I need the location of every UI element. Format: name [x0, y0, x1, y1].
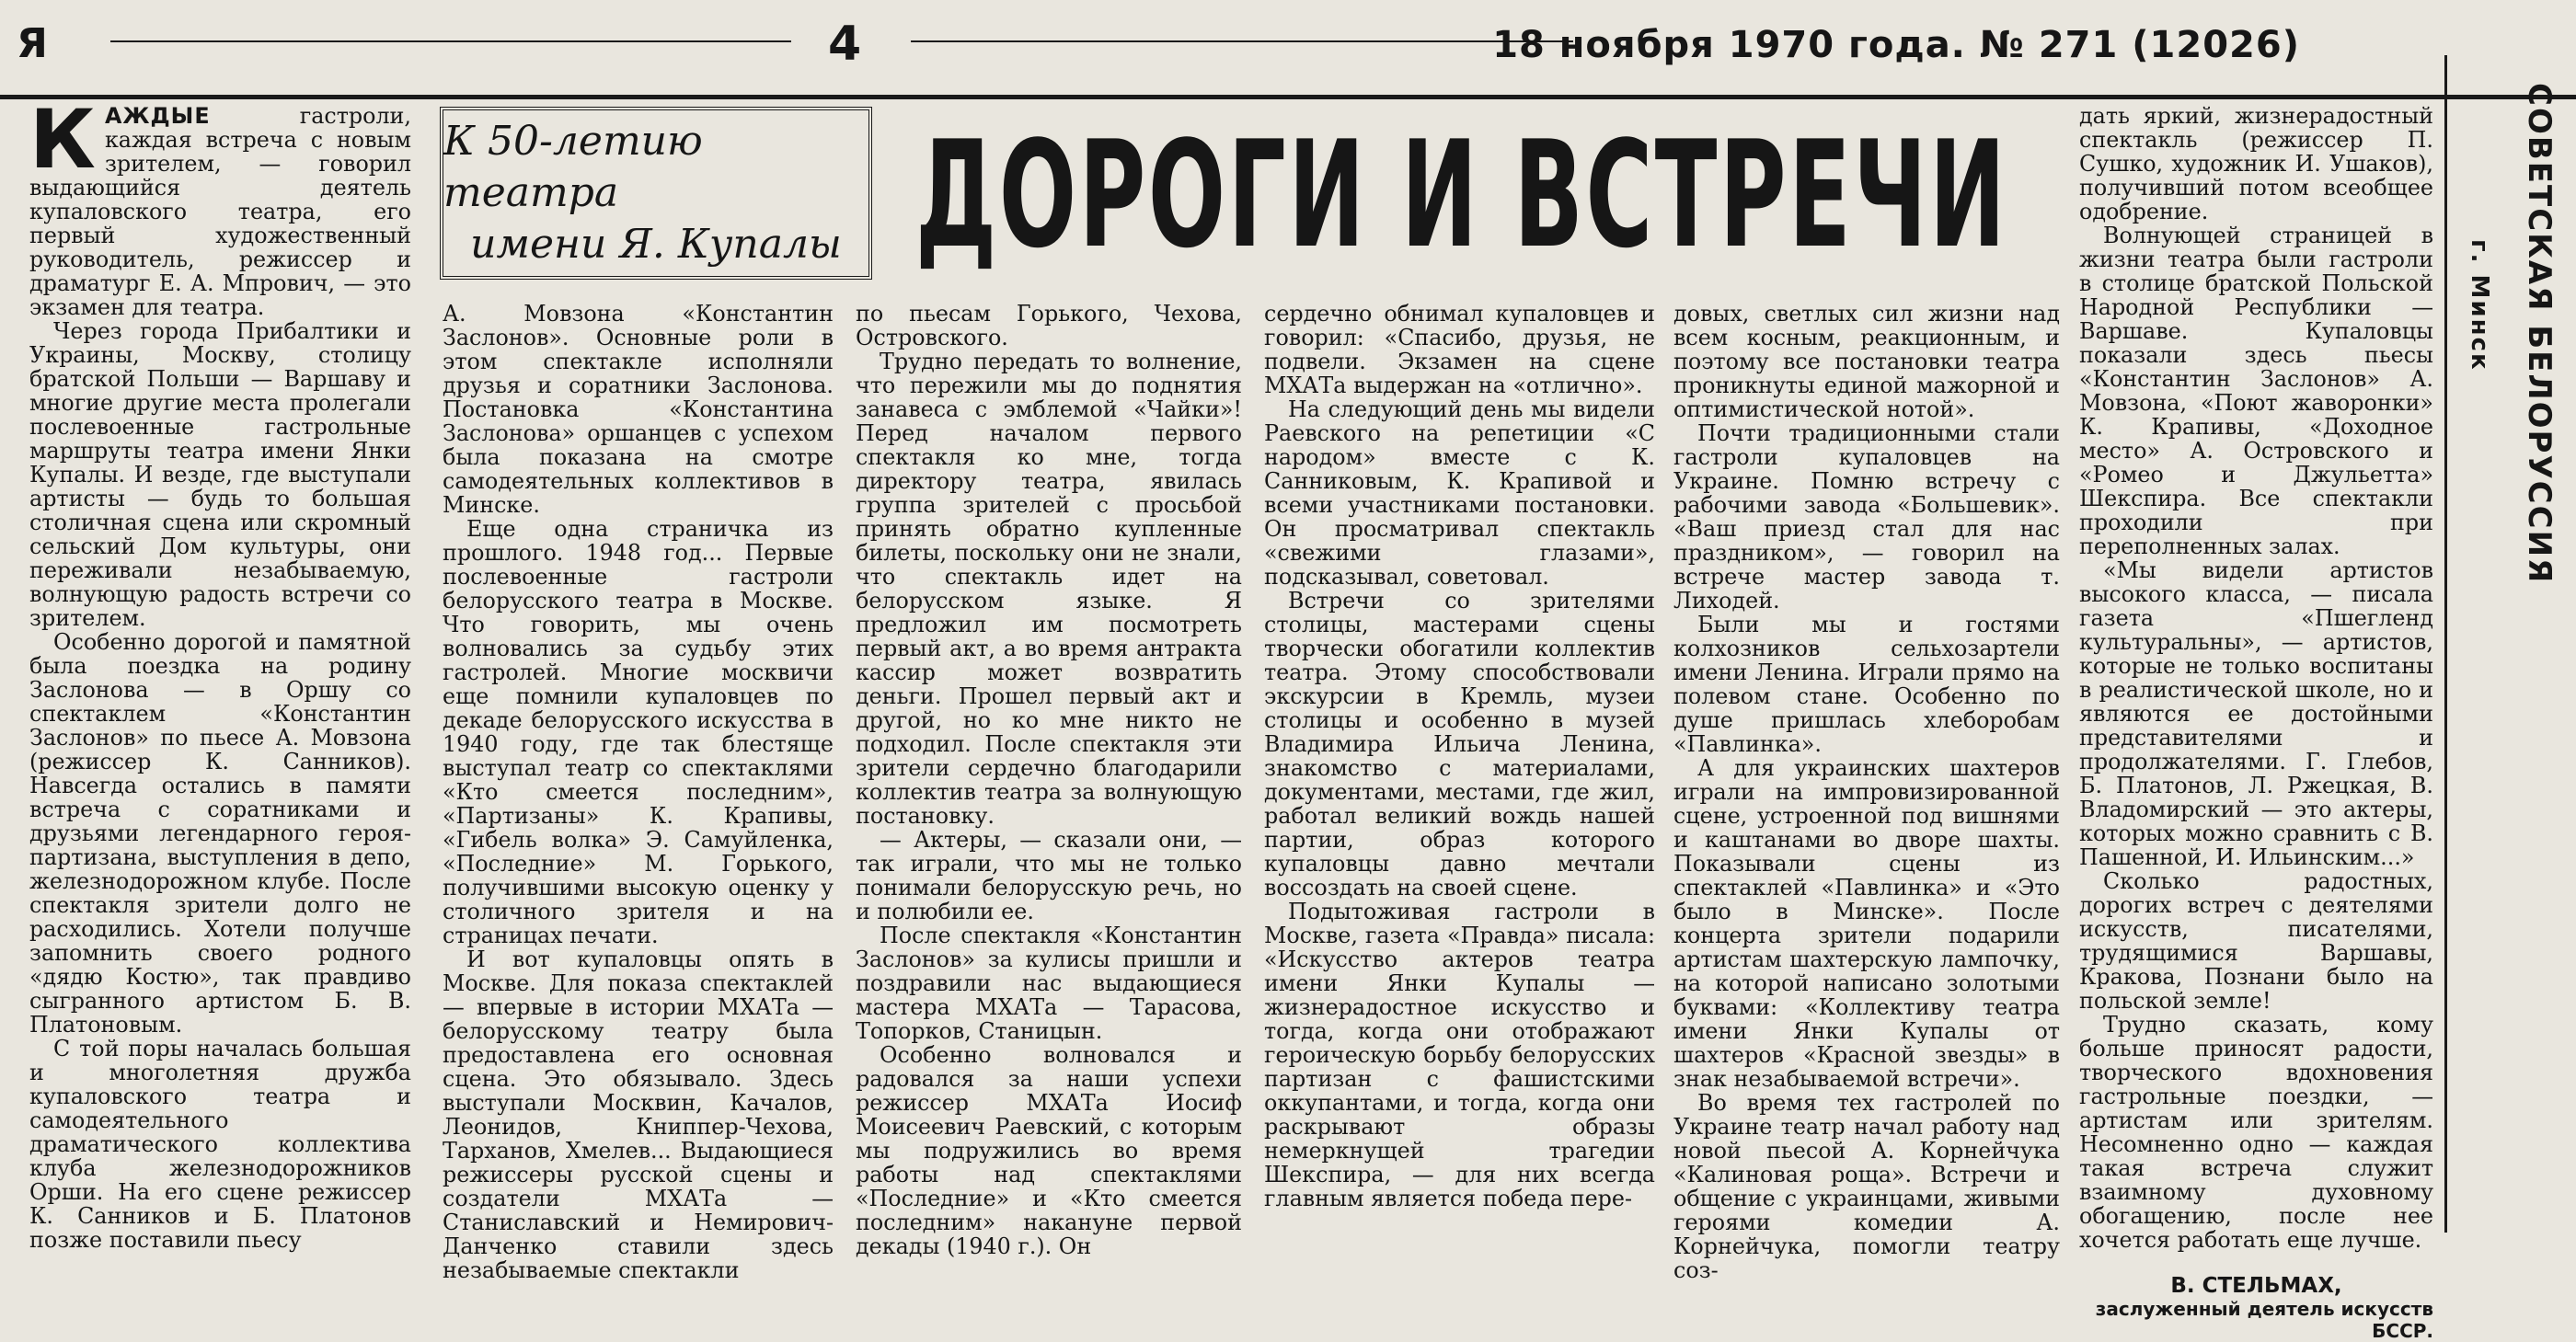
article-column-5 — [1673, 302, 2060, 1282]
issue-date: 18 ноября 1970 года. № 271 (12026) — [1492, 24, 2300, 66]
paragraph: Особенно дорогой и памятной была поездка на родину Заслонова — в Оршу со спектаклем «Константин Заслонов» по пьесе А. Мовзона (режиссер К. Санников). Навсегда остались в памяти встреча с соратниками и друзьями легендарного героя-партизана, выступления в депо, железнодорожном клубе. После спектакля зрители долго не расходились. Хотели получше запомнить своего родного «дядю Костю», так правдиво сыгранного артистом Б. В. Платоновым. — [29, 629, 411, 1038]
paragraph: Были мы и гостями колхозников сельхозартели имени Ленина. Играли прямо на полевом стане. Особенно по душе пришлась хлеборобам «Павлинка». — [1673, 612, 2060, 757]
paragraph: А для украинских шахтеров играли на импровизированной сцене, устроенной под вишнями и каштанами во дворе шахты. Показывали сцены из спектаклей «Павлинка» и «Это было в Минске». После концерта зрители подарили артистам шахтерскую лампочку, на которой написано золотыми буквами: «Коллективу театра имени Янки Купалы от шахтеров «Красной звезды» в знак незабываемой встречи». — [1673, 755, 2060, 1092]
paragraph: После спектакля «Константин Заслонов» за кулисы пришли и поздравили нас выдающиеся мастера МХАТа — Тарасова, Топорков, Станицын. — [856, 923, 1242, 1044]
rubric-box — [440, 107, 872, 280]
paragraph: по пьесам Горького, Чехова, Островского. — [856, 301, 1242, 350]
article-column-3 — [856, 302, 1242, 1258]
paragraph: Встречи со зрителями столицы, мастерами сцены творчески обогатили коллектив театра. Этому способствовали экскурсии в Кремль, музеи столицы и особенно в музей Владимира Ильича Ленина, знакомство с материалами, документами, местами, где жил, работал великий вождь нашей партии, образ которого купаловцы давно мечтали воссоздать на своей сцене. — [1264, 588, 1655, 900]
paragraph: Еще одна страничка из прошлого. 1948 год... Первые послевоенные гастроли белорусского театра в Москве. Что говорить, мы очень волновались за судьбу этих гастролей. Многие москвичи еще помнили купаловцев по декаде белорусского искусства в 1940 году, где так блестяще выступал театр со спектаклями «Кто смеется последним», «Партизаны» К. Крапивы, «Гибель волка» Э. Самуйленка, «Последние» М. Горького, получившими высокую оценку у столичного зрителя и на страницах печати. — [443, 516, 834, 948]
author-name: В. СТЕЛЬМАХ, — [2170, 1274, 2342, 1298]
paragraph: С той поры началась большая и многолетняя дружба купаловского театра и самодеятельного драматического коллектива клуба железнодорожников Орши. На его сцене режиссер К. Санников и Б. Платонов позже поставили пьесу — [29, 1036, 411, 1253]
header-rule-right — [911, 40, 1573, 42]
paragraph: На следующий день мы видели Раевского на репетиции «С народом» вместе с К. Санниковым, К. Крапивой и всеми участниками постановки. Он просматривал спектакль «свежими глазами», подсказывал, советовал. — [1264, 396, 1655, 590]
paragraph: Трудно сказать, кому больше приносят радости, творческого вдохновения гастрольные поездки, — артистам или зрителям. Несомненно одно — каждая такая встреча служит взаимному духовному обогащению, после нее хочется работать еще лучше. — [2079, 1012, 2433, 1253]
header-masthead-fragment: Я — [17, 20, 48, 67]
paragraph: Особенно волновался и радовался за наши успехи режиссер МХАТа Иосиф Моисеевич Раевский, с которым мы подружились во время работы над спектаклями «Последние» и «Кто смеется последним» накануне первой декады (1940 г.). Он — [856, 1042, 1242, 1259]
drop-cap: К — [29, 92, 96, 187]
lead-caps: АЖДЫЕ — [104, 103, 211, 129]
paragraph: И вот купаловцы опять в Москве. Для показа спектаклей — впервые в истории МХАТа — белорусскому театру была предоставлена его основная сцена. Это обязывало. Здесь выступали Москвин, Качалов, Леонидов, Книппер-Чехова, Тарханов, Хмелев... Выдающиеся режиссеры русской сцены и создатели МХАТа — Станиславский и Немирович-Данченко ставили здесь незабываемые спектакли — [443, 946, 834, 1283]
article-column-1 — [29, 92, 411, 1253]
header-rule-left — [110, 40, 791, 42]
city-vertical: г. Минск — [2466, 239, 2493, 372]
paragraph: сердечно обнимал купаловцев и говорил: «Спасибо, друзья, не подвели. Экзамен на сцене МХАТа выдержан на «отлично». — [1264, 301, 1655, 398]
paragraph-text: гастроли, каждая встреча с новым зрителем, — говорил выдающийся деятель купаловского театра, его первый художественный руководитель, режиссер и драматург Е. А. Мпрович, — это экзамен для театра. — [29, 103, 411, 320]
rubric-line-1: К 50-летию театра — [443, 118, 703, 216]
page-number: 4 — [828, 17, 862, 72]
article-column-2 — [443, 302, 834, 1282]
paragraph: Волнующей страницей в жизни театра были гастроли в столице братской Польской Народной Республики — Варшаве. Купаловцы показали здесь пьесы «Константин Заслонов» А. Мовзона, «Поют жаворонки» К. Крапивы, «Доходное место» А. Островского и «Ромео и Джульетта» Шекспира. Все спектакли проходили при переполненных залах. — [2079, 223, 2433, 559]
article-headline: ДОРОГИ И ВСТРЕЧИ — [915, 109, 2008, 281]
paragraph: Подытоживая гастроли в Москве, газета «Правда» писала: «Искусство актеров театра имени Янки Купалы — жизнерадостное искусство и тогда, когда они отображают героическую борьбу белорусских партизан с фашистскими оккупантами, и тогда, когда они раскрывают образы немеркнущей трагедии Шекспира, — для них всегда главным является победа пере- — [1264, 899, 1655, 1211]
rubric-line-2: имени Я. Купалы — [470, 221, 842, 268]
newspaper-name-vertical: СОВЕТСКАЯ БЕЛОРУССИЯ — [2521, 83, 2558, 585]
paragraph: довых, светлых сил жизни над всем косным, реакционным, и поэтому все постановки театра проникнуты единой мажорной и оптимистической нотой». — [1673, 301, 2060, 422]
paragraph: Сколько радостных, дорогих встреч с деятелями искусств, писателями, трудящимися Варшавы, Кракова, Познани было на польской земле! — [2079, 868, 2433, 1014]
paragraph — [29, 92, 411, 320]
paragraph: Во время тех гастролей по Украине театр начал работу над новой пьесой А. Корнейчука «Калиновая роща». Встречи и общение с украинцами, живыми героями комедии А. Корнейчука, помогли театру соз- — [1673, 1090, 2060, 1283]
paragraph: Трудно передать то волнение, что пережили мы до поднятия занавеса с эмблемой «Чайки»! Перед началом первого спектакля ко мне, тогда директору театра, явилась группа зрителей с просьбой принять обратно купленные билеты, поскольку они не знали, что спектакль идет на белорусском языке. Я предложил им посмотреть первый акт, а во время антракта кассир может возвратить деньги. Прошел первый акт и другой, но ко мне никто не подходил. После спектакля эти зрители сердечно благодарили коллектив театра за волнующую постановку. — [856, 349, 1242, 829]
paragraph: Через города Прибалтики и Украины, Москву, столицу братской Польши — Варшаву и многие другие места пролегали послевоенные гастрольные маршруты театра имени Янки Купалы. И везде, где выступали артисты — будь то большая столичная сцена или скромный сельский Дом культуры, они переживали незабываемую, волнующую радость встречи со зрителем. — [29, 318, 411, 631]
article-column-4 — [1264, 302, 1655, 1210]
author-title: заслуженный деятель искусств БССР. — [2095, 1298, 2433, 1342]
paragraph: А. Мовзона «Константин Заслонов». Основные роли в этом спектакле исполняли друзья и соратники Заслонова. Постановка «Константина Заслонова» оршанцев с успехом была показана на смотре самодеятельных коллективов в Минске. — [443, 301, 834, 518]
sidebar-divider — [2444, 55, 2447, 1233]
page-header — [0, 0, 2576, 99]
article-column-6 — [2079, 104, 2433, 1342]
paragraph: дать яркий, жизнерадостный спектакль (режиссер П. Сушко, художник И. Ушаков), получивший потом всеобщее одобрение. — [2079, 103, 2433, 224]
paragraph: — Актеры, — сказали они, — так играли, что мы не только понимали белорусскую речь, но и полюбили ее. — [856, 827, 1242, 924]
paragraph: Почти традиционными стали гастроли купаловцев на Украине. Помню встречу с рабочими завода «Большевик». «Ваш приезд стал для нас праздником», — говорил на встрече мастер завода т. Лиходей. — [1673, 420, 2060, 614]
paragraph: «Мы видели артистов высокого класса, — писала газета «Пшегленд культуральны», — артистов, которые не только воспитаны в реалистической школе, но и являются ее достойными представителями и продолжателями. Г. Глебов, Б. Платонов, Л. Ржецкая, В. Владомирский — это актеры, которых можно сравнить с В. Пашенной, И. Ильинским...» — [2079, 557, 2433, 870]
